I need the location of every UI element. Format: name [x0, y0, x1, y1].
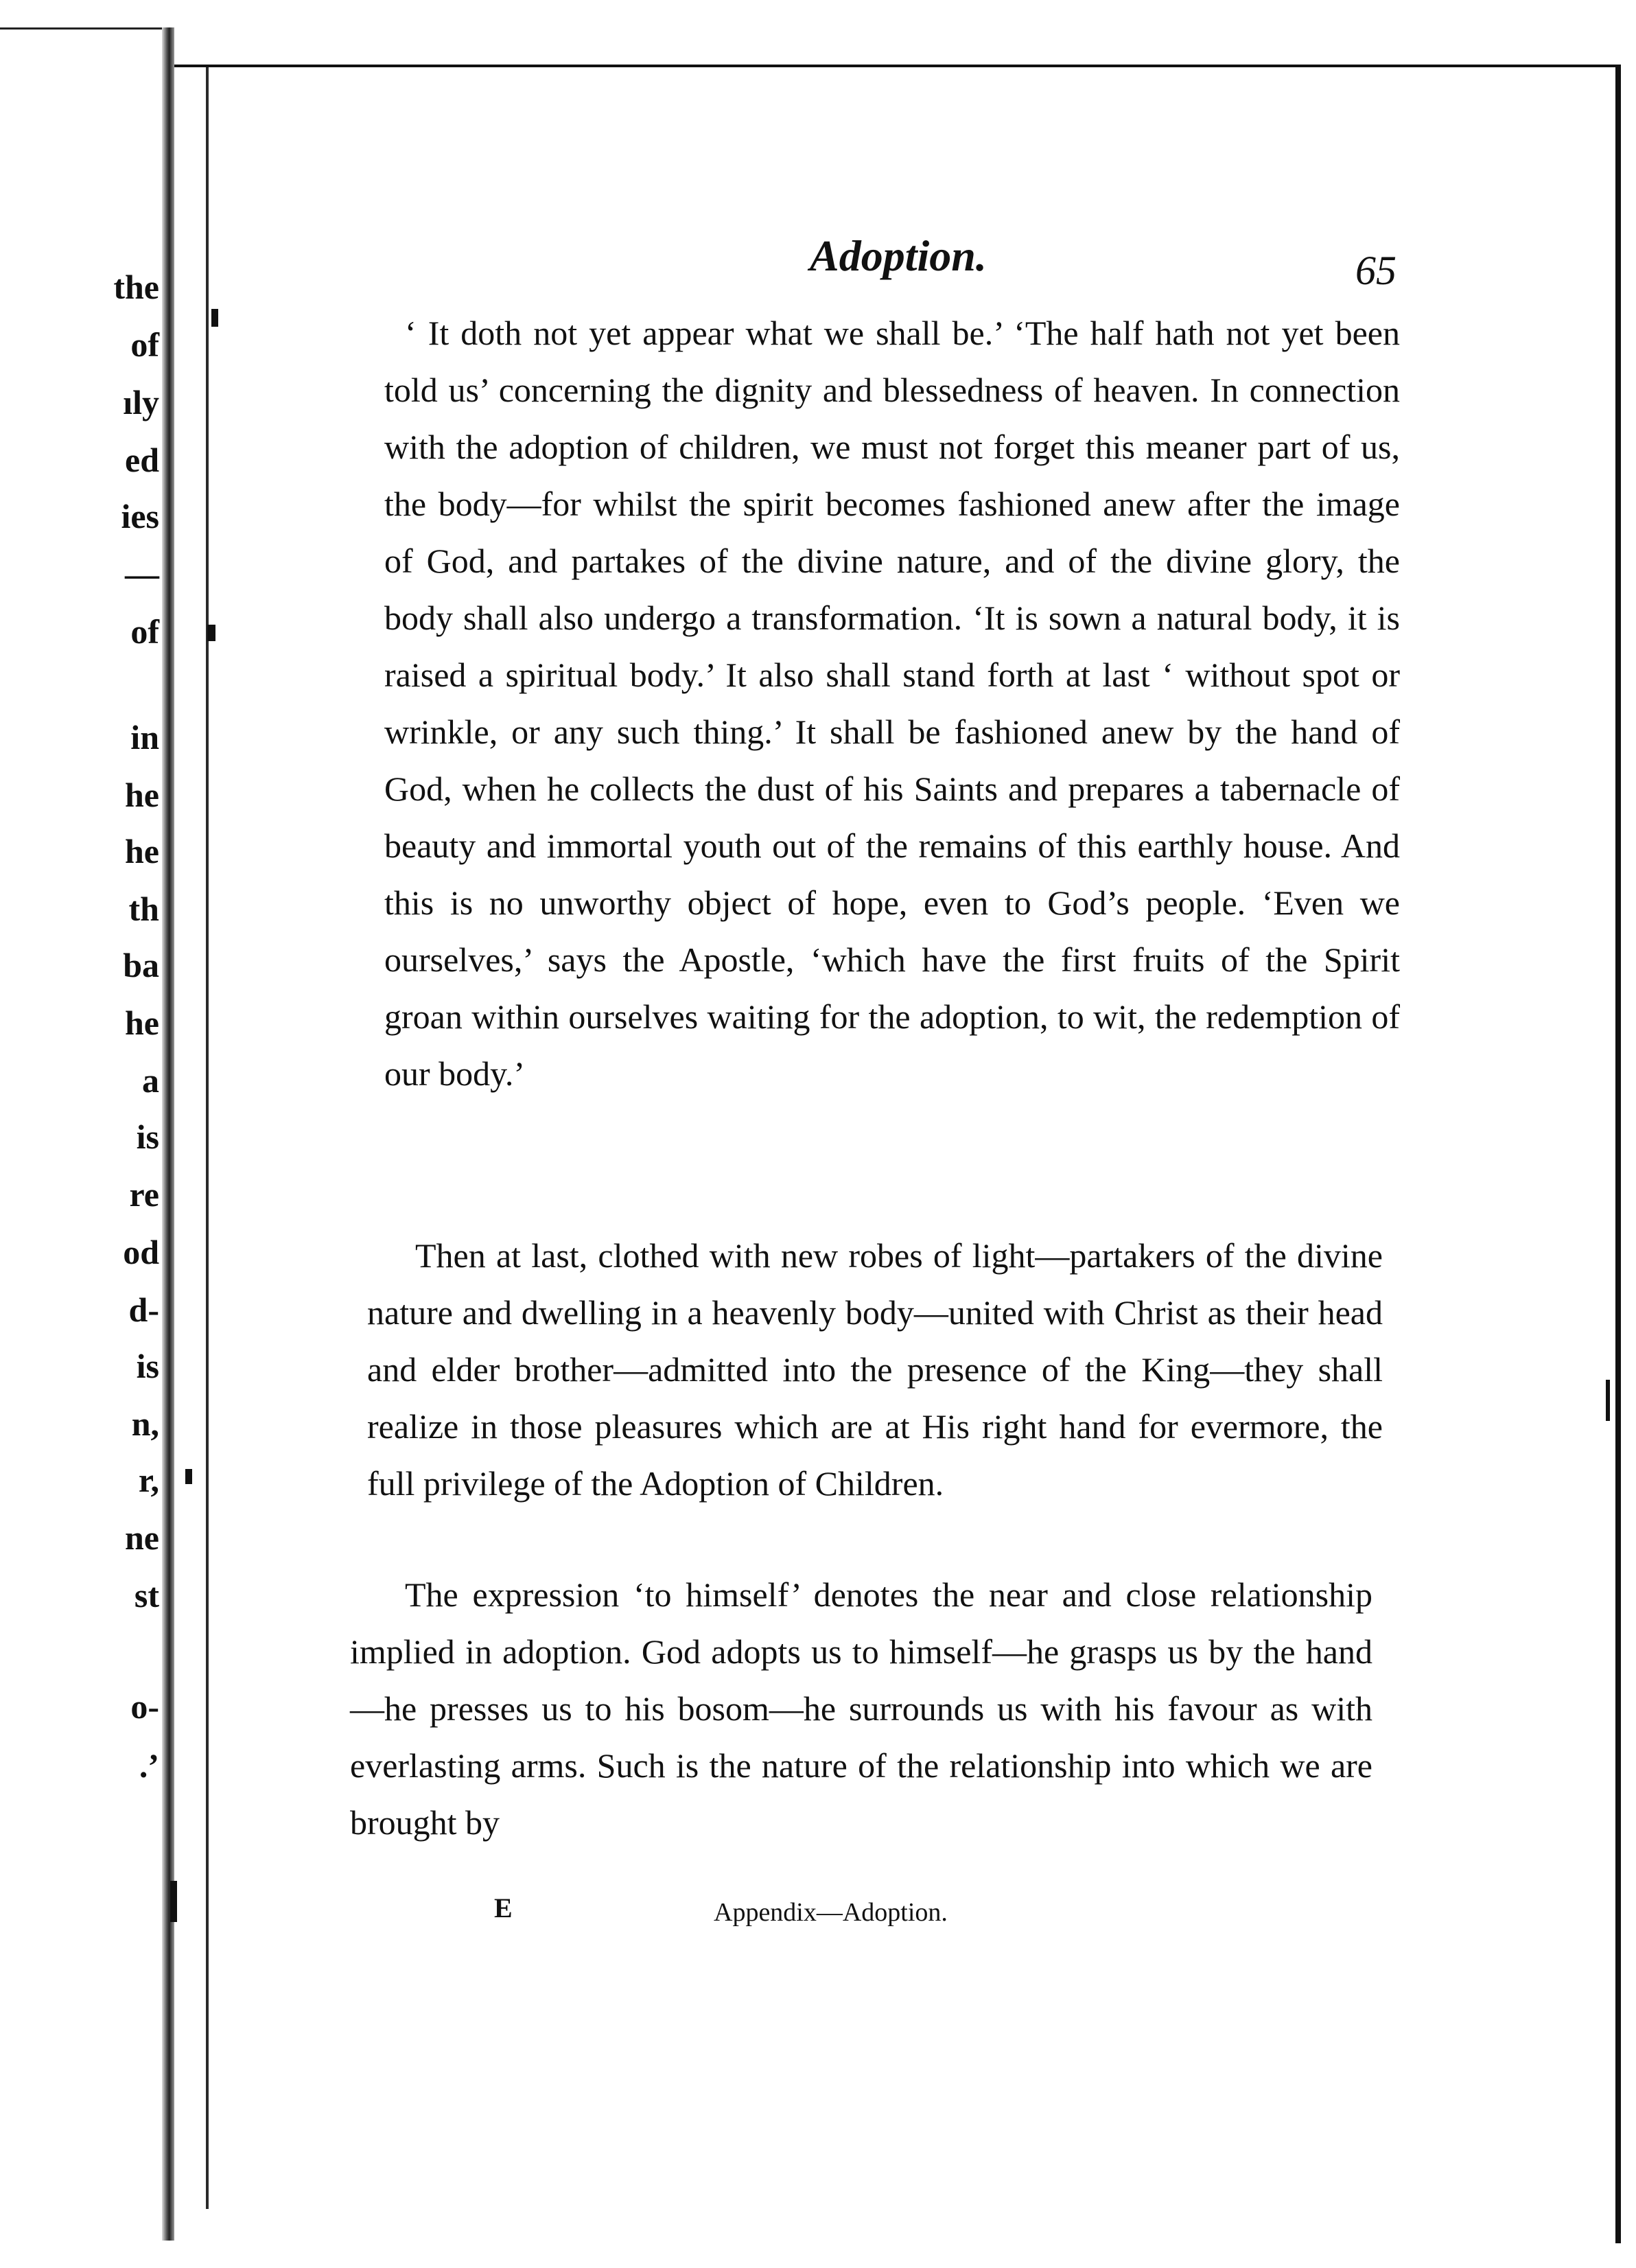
- paragraph-2: Then at last, clothed with new robes of light—partakers of the divine nature and dwelling in a heavenly body—united with Christ as their head and elder brother—admitted into the presence of the King—they shall realize in those pleasures which are at His right hand for evermore, the full privilege of the Adoption of Children.: [367, 1236, 1383, 1503]
- left-page-fragment: od: [123, 1233, 159, 1271]
- margin-mark: [207, 625, 215, 641]
- paragraph-3: The expression ‘to himself’ denotes the near and close relationship implied in adoption. God adopts us to himself—he grasps us by the hand—he presses us to his bosom—he surrounds us with his favour as with everlasting arms. Such is the nature of the relationship into which we are brought by: [350, 1575, 1372, 1842]
- left-page-fragment: o-: [130, 1687, 159, 1726]
- left-page-fragment: ne: [125, 1518, 159, 1557]
- left-page-fragment: of: [130, 325, 159, 364]
- left-page-fragment: d-: [128, 1291, 159, 1329]
- left-page-fragment: is: [136, 1347, 159, 1385]
- signature-mark: E: [494, 1893, 513, 1923]
- running-title: Adoption.: [810, 231, 987, 280]
- page-number: 65: [1355, 248, 1397, 293]
- left-page-fragment: ıly: [123, 383, 159, 421]
- margin-mark: [1606, 1380, 1610, 1421]
- left-page-fragment: he: [125, 1004, 159, 1042]
- left-page-fragment: a: [142, 1061, 159, 1100]
- left-page-fragment: st: [134, 1576, 159, 1615]
- left-page-fragment: .’: [139, 1746, 159, 1785]
- left-page-fragment: ies: [121, 497, 159, 535]
- margin-mark: [185, 1469, 192, 1484]
- left-page-fragment: of: [130, 612, 159, 651]
- left-page-fragment: in: [130, 718, 159, 756]
- page-edge-line: [206, 67, 209, 2209]
- left-page-fragment: r,: [138, 1461, 159, 1499]
- footer-note: Appendix—Adoption.: [714, 1898, 948, 1927]
- left-page-fragment: ed: [125, 441, 159, 479]
- left-page-fragment: —: [125, 555, 159, 593]
- left-page-fragment: he: [125, 832, 159, 870]
- left-facing-page: [0, 27, 163, 2243]
- left-page-fragment: ba: [123, 946, 159, 984]
- margin-mark: [211, 309, 218, 327]
- margin-mark: [170, 1881, 177, 1922]
- left-page-fragment: n,: [131, 1404, 159, 1443]
- left-page-fragment: th: [128, 890, 159, 928]
- left-page-fragment: is: [136, 1118, 159, 1156]
- left-page-fragment: he: [125, 776, 159, 814]
- left-page-fragment: re: [129, 1175, 159, 1214]
- left-page-fragment: the: [113, 268, 159, 306]
- paragraph-1: ‘ It doth not yet appear what we shall be.’ ‘The half hath not yet been told us’ concerning the dignity and blessedness of heaven. In connection with the adoption of children, we must not forget this meaner part of us, the body—for whilst the spirit becomes fashioned anew after the image of God, and partakes of the divine nature, and of the divine glory, the body shall also undergo a transformation. ‘It is sown a natural body, it is raised a spiritual body.’ It also shall stand forth at last ‘ without spot or wrinkle, or any such thing.’ It shall be fashioned anew by the hand of God, when he collects the dust of his Saints and prepares a tabernacle of beauty and immortal youth out of the remains of this earthly house. And this is no unworthy object of hope, even to God’s people. ‘Even we ourselves,’ says the Apostle, ‘which have the first fruits of the Spirit groan within ourselves waiting for the adoption, to wit, the redemption of our body.’: [384, 314, 1400, 1093]
